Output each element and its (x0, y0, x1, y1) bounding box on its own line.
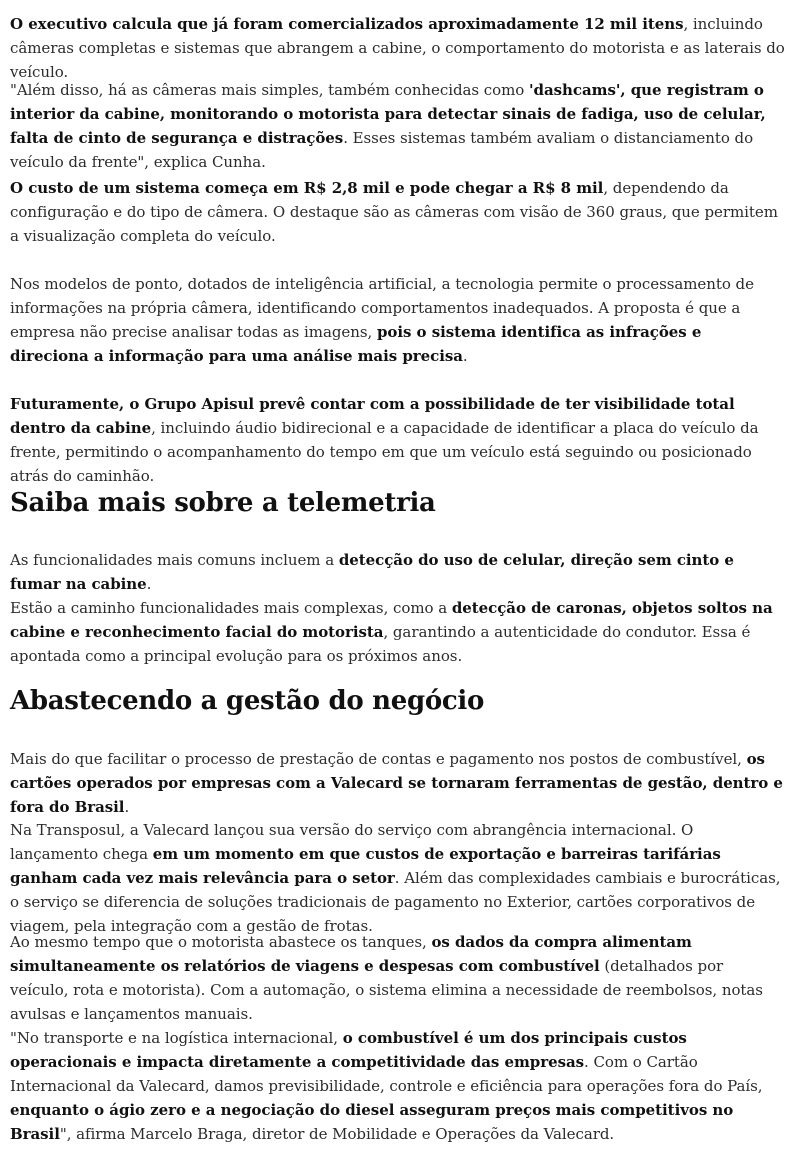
text-segment: . (146, 575, 152, 593)
text-segment: . Esses sistemas também avaliam o distanciamento do veículo da frente", explica Cunha. (10, 129, 754, 171)
bold-text-segment: em um momento em que custos de exportação e barreiras tarifárias ganham cada vez mais relevância para o setor (10, 845, 721, 887)
paragraph-text (10, 12, 785, 84)
text-segment: . Além das complexidades cambiais e burocráticas, o serviço se diferencia de soluções tradicionais de pagamento no Exterior, cartões corporativos de viagem, pela integração com a gestão de frotas. (10, 869, 781, 935)
paragraph-text (10, 1026, 785, 1146)
text-segment: Na Transposul, a Valecard lançou sua versão do serviço com abrangência internacional. O lançamento chega (10, 821, 694, 863)
paragraph-text (10, 392, 785, 488)
text-segment: . Com o Cartão Internacional da Valecard, damos previsibilidade, controle e eficiência para operações fora do País, (10, 1053, 763, 1095)
bold-text-segment: os dados da compra alimentam simultaneamente os relatórios de viagens e despesas com combustível (10, 933, 692, 975)
text-segment: Nos modelos de ponto, dotados de inteligência artificial, a tecnologia permite o processamento de informações na própria câmera, identificando comportamentos inadequados. A proposta é que a empresa não precise analisar todas as imagens, (10, 275, 754, 341)
text-segment: , incluindo áudio bidirecional e a capacidade de identificar a placa do veículo da frente, permitindo o acompanhamento do tempo em que um veículo está seguindo ou posicionado atrás do caminhão. (10, 419, 759, 485)
text-segment: Mais do que facilitar o processo de prestação de contas e pagamento nos postos de combustível, (10, 750, 747, 768)
bold-text-segment: O custo de um sistema começa em R$ 2,8 mil e pode chegar a R$ 8 mil (10, 179, 604, 197)
text-segment: (detalhados por veículo, rota e motorista). Com a automação, o sistema elimina a necessidade de reembolsos, notas avulsas e lançamentos manuais. (10, 957, 763, 1023)
bold-text-segment: detecção de caronas, objetos soltos na cabine e reconhecimento facial do motorista (10, 599, 773, 641)
paragraph-text (10, 747, 785, 819)
heading-gestao (10, 684, 785, 718)
paragraph-text (10, 596, 785, 668)
paragraph-grupo-apisul (10, 392, 785, 488)
text-segment: Ao mesmo tempo que o motorista abastece os tanques, (10, 933, 432, 951)
paragraph-marcelo-braga-quote (10, 1026, 785, 1146)
paragraph-text (10, 548, 785, 596)
text-segment: . (462, 347, 468, 365)
paragraph-text (10, 272, 785, 368)
bold-text-segment: Futuramente, o Grupo Apisul prevê contar com a possibilidade de ter visibilidade total dentro da cabine (10, 395, 735, 437)
paragraph-funcionalidades-comuns (10, 548, 785, 596)
bold-text-segment: 'dashcams', que registram o interior da cabine, monitorando o motorista para detectar sinais de fadiga, uso de celular, falta de cinto de segurança e distrações (10, 81, 766, 147)
text-segment: , dependendo da configuração e do tipo de câmera. O destaque são as câmeras com visão de 360 graus, que permitem a visualização completa do veículo. (10, 179, 778, 245)
bold-text-segment: os cartões operados por empresas com a Valecard se tornaram ferramentas de gestão, dentro e fora do Brasil (10, 750, 783, 816)
text-segment: Estão a caminho funcionalidades mais complexas, como a (10, 599, 452, 617)
text-segment: . (124, 798, 130, 816)
text-segment: , garantindo a autenticidade do condutor. Essa é apontada como a principal evolução para os próximos anos. (10, 623, 751, 665)
paragraph-itens-comercializados (10, 12, 785, 84)
paragraph-text (10, 176, 785, 248)
paragraph-funcionalidades-complexas (10, 596, 785, 668)
bold-text-segment: o combustível é um dos principais custos operacionais e impacta diretamente a competitividade das empresas (10, 1029, 687, 1071)
bold-text-segment: pois o sistema identifica as infrações e direciona a informação para uma análise mais precisa (10, 323, 702, 365)
paragraph-text (10, 818, 785, 938)
section-heading: Abastecendo a gestão do negócio (10, 686, 485, 716)
paragraph-transposul (10, 818, 785, 938)
text-segment: , incluindo câmeras completas e sistemas que abrangem a cabine, o comportamento do motorista e as laterais do veículo. (10, 15, 785, 81)
paragraph-dashcams-quote (10, 78, 785, 174)
paragraph-cartoes-valecard (10, 747, 785, 819)
paragraph-text (10, 930, 785, 1026)
bold-text-segment: detecção do uso de celular, direção sem cinto e fumar na cabine (10, 551, 734, 593)
paragraph-abastecimento-dados (10, 930, 785, 1026)
paragraph-custo-sistema (10, 176, 785, 248)
heading-telemetria (10, 486, 785, 520)
text-segment: "Além disso, há as câmeras mais simples, também conhecidas como (10, 81, 529, 99)
paragraph-modelos-ponto (10, 272, 785, 368)
section-heading: Saiba mais sobre a telemetria (10, 488, 436, 518)
bold-text-segment: enquanto o ágio zero e a negociação do diesel asseguram preços mais competitivos no Brasil (10, 1101, 734, 1143)
text-segment: ", afirma Marcelo Braga, diretor de Mobilidade e Operações da Valecard. (59, 1125, 615, 1143)
text-segment: As funcionalidades mais comuns incluem a (10, 551, 339, 569)
text-segment: "No transporte e na logística internacional, (10, 1029, 343, 1047)
paragraph-text (10, 78, 785, 174)
bold-text-segment: O executivo calcula que já foram comercializados aproximadamente 12 mil itens (10, 15, 684, 33)
